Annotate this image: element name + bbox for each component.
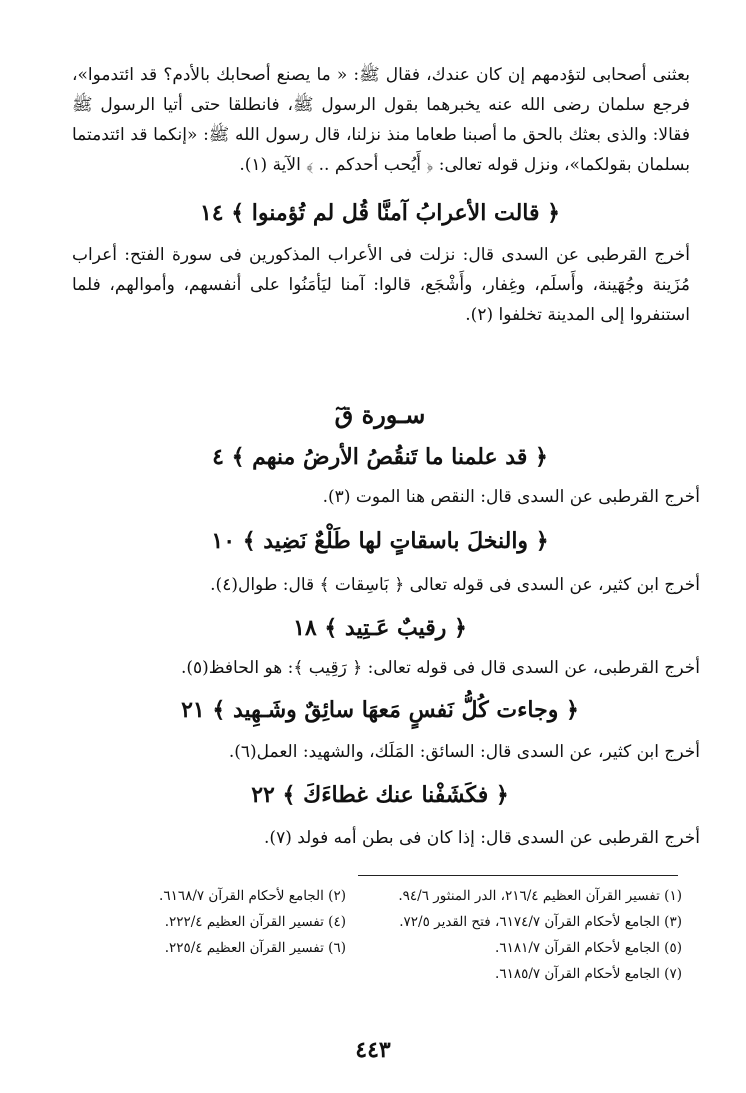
commentary-22: أخرج القرطبى عن السدى قال: إذا كان فى بطن أمه فولد (٧).: [264, 828, 700, 848]
commentary-18: أخرج القرطبى، عن السدى قال فى قوله تعالى: ﴿ رَقِيب ﴾: هو الحافظ(٥).: [180, 658, 700, 678]
footnote-5: (٥) الجامع لأحكام القرآن ٦١٨١/٧.: [495, 940, 682, 956]
top-paragraph: بعثنى أصحابى لتؤدمهم إن كان عندك، فقال ﷺ: « ما يصنع أصحابك بالأدم؟ قد ائتدموا»، فرجع سلمان رضى الله عنه يخبرهما بقول الرسول ﷺ، فانطلقا حتى أتيا الرسول ﷺ فقالا: والذى بعثك بالحق ما أصبنا طعاما منذ نزلنا، قال رسول الله ﷺ: «إنكما قد ائتدمتما بسلمان بقولكما»، ونزل قوله تعالى: ﴿ أَيُحب أحدكم .. ﴾ الآية (١).: [72, 65, 690, 175]
verse-heading-22: ﴿ فكَشَفْنا عنك غطاءَكَ ﴾ ٢٢: [251, 782, 509, 808]
footnote-6: (٦) تفسير القرآن العظيم ٢٢٥/٤.: [164, 940, 346, 956]
footnote-3: (٣) الجامع لأحكام القرآن ٦١٧٤/٧، فتح القدير ٧٢/٥.: [399, 914, 682, 930]
footnote-7: (٧) الجامع لأحكام القرآن ٦١٨٥/٧.: [495, 966, 682, 982]
verse-heading-14: ﴿ قالت الأعرابُ آمنَّا قُل لم تُؤمنوا ﴾ ١٤: [199, 200, 561, 226]
footnote-2: (٢) الجامع لأحكام القرآن ٦١٦٨/٧.: [159, 888, 346, 904]
footnote-4: (٤) تفسير القرآن العظيم ٢٢٢/٤.: [164, 914, 346, 930]
footnote-1: (١) تفسير القرآن العظيم ٢١٦/٤، الدر المنثور ٩٤/٦.: [398, 888, 682, 904]
surah-title: سـورة قٓ: [334, 400, 426, 429]
page-number: ٤٤٣: [355, 1037, 391, 1063]
commentary-4: أخرج القرطبى عن السدى قال: النقص هنا الموت (٣).: [322, 487, 700, 507]
verse-heading-10: ﴿ والنخلَ باسقاتٍ لها طَلْعٌ نَضِيد ﴾ ١٠: [211, 528, 549, 554]
commentary-14: أخرج القرطبى عن السدى قال: نزلت فى الأعراب المذكورين فى سورة الفتح: أعراب مُزَينة وجُهَينة، وأَسلَم، وغِفار، وأَشْجَع، قالوا: آمنا ليَأمَنُوا على أنفسهم، وأموالهم، فلما استنفروا إلى المدينة تخلفوا (٢).: [72, 245, 690, 325]
commentary-21: أخرج ابن كثير، عن السدى قال: السائق: المَلَك، والشهيد: العمل(٦).: [228, 742, 700, 762]
footnote-divider: [358, 875, 678, 876]
verse-heading-18: ﴿ رقيبٌ عَـتِيد ﴾ ١٨: [293, 615, 467, 641]
verse-heading-21: ﴿ وجاءت كُلُّ نَفسٍ مَعهَا سائِقٌ وشَـهِيد ﴾ ٢١: [181, 697, 579, 723]
commentary-10: أخرج ابن كثير، عن السدى فى قوله تعالى ﴿ بَاسِقات ﴾ قال: طوال(٤).: [210, 575, 700, 595]
verse-heading-4: ﴿ قد علمنا ما تَنقُصُ الأرضُ منهم ﴾ ٤: [212, 444, 548, 470]
